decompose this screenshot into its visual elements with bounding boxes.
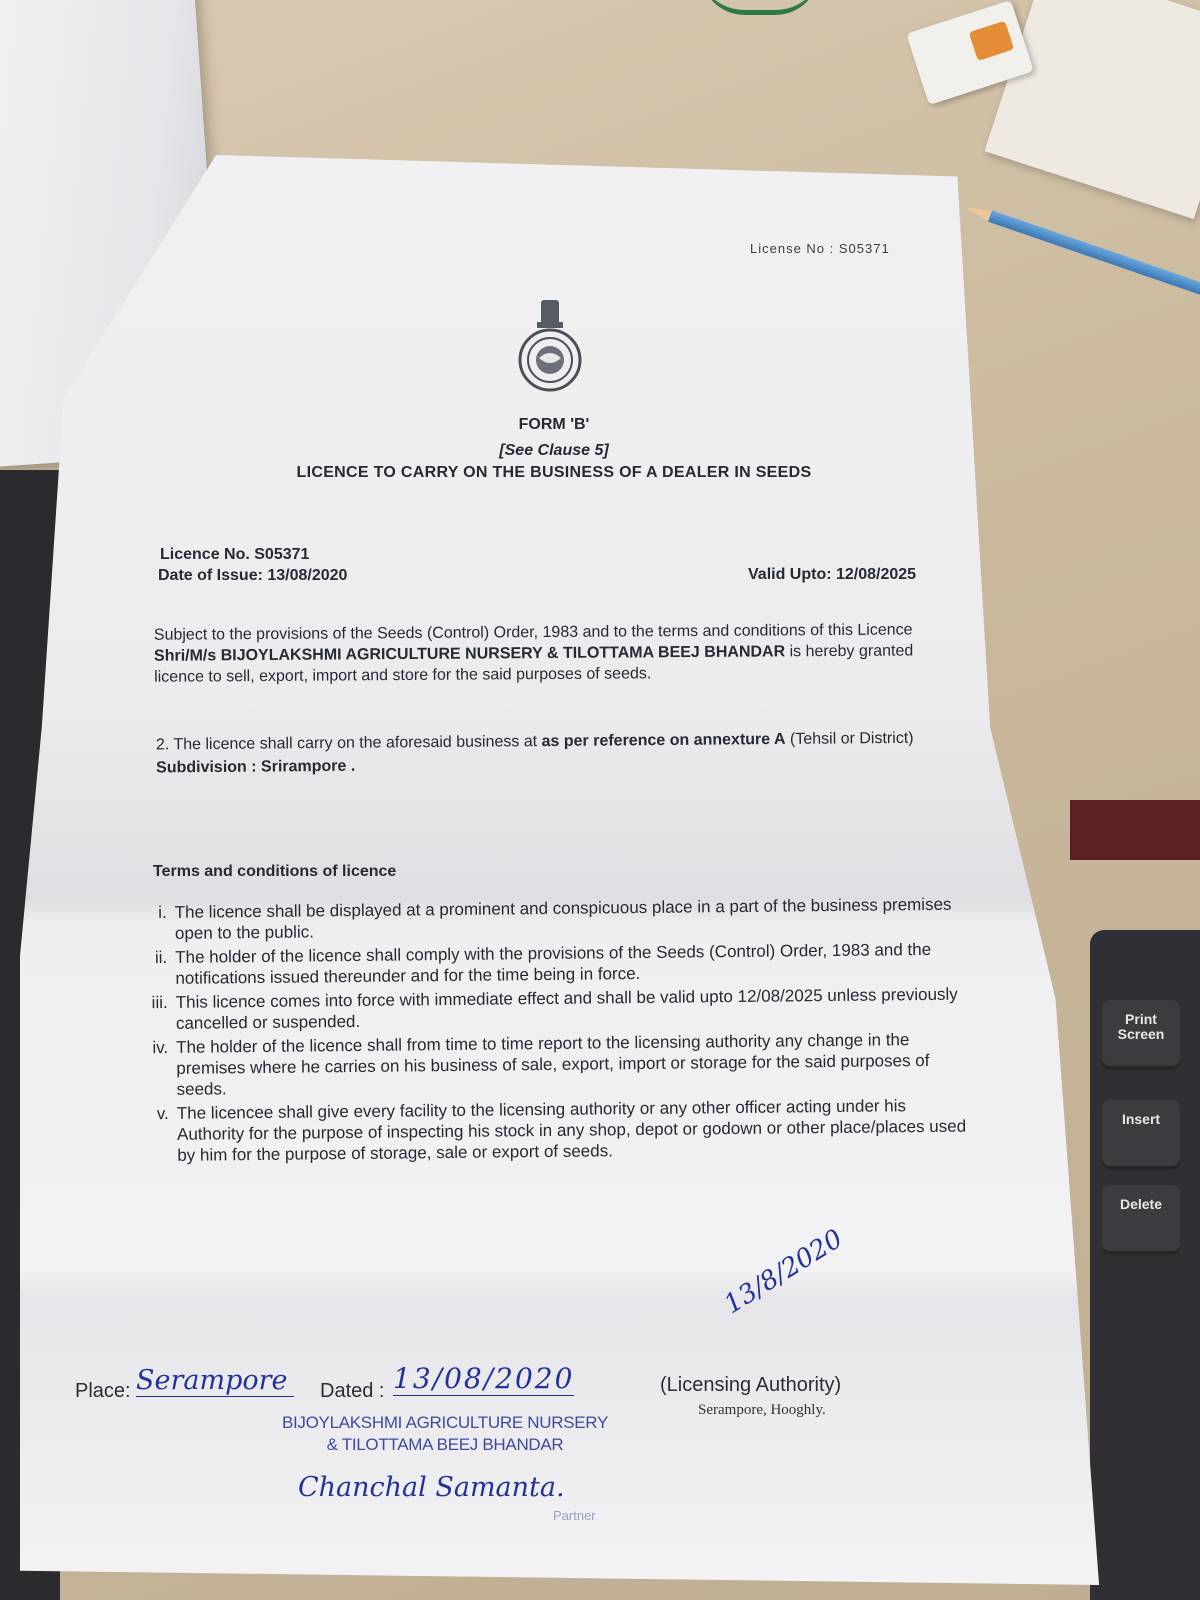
term-text: The holder of the licence shall from time to time report to the licensing authority any change in the premises where he carries on his business of sale, export, import or storage for the said purposes of seeds. bbox=[176, 1030, 930, 1099]
licensing-authority-label: (Licensing Authority) bbox=[660, 1374, 842, 1396]
terms-list bbox=[119, 894, 972, 1170]
licence-number: Licence No. S05371 bbox=[160, 546, 310, 563]
term-text: The licencee shall give every facility to the licensing authority or any other officer acting under his Authority for the purpose of inspecting his stock in any shop, depot or godown or other place/places used by him for the purpose of storage, sale or export of seeds. bbox=[176, 1096, 967, 1165]
term-item bbox=[120, 1029, 971, 1101]
licence-grant-paragraph bbox=[154, 619, 944, 688]
licence-heading: LICENCE TO CARRY ON THE BUSINESS OF A DEALER IN SEEDS bbox=[296, 464, 812, 481]
para1-text-end: is hereby granted licence to sell, export, import and store for the said purposes of seeds. bbox=[154, 642, 914, 686]
term-item bbox=[121, 1095, 972, 1167]
key-delete[interactable]: Delete bbox=[1102, 1185, 1180, 1255]
partner-label: Partner bbox=[553, 1508, 596, 1523]
date-of-issue: Date of Issue: 13/08/2020 bbox=[158, 567, 348, 584]
partner-signature: Chanchal Samanta. bbox=[298, 1472, 565, 1503]
place-label: Place: bbox=[75, 1380, 131, 1402]
authority-signature: 13/8/2020 bbox=[719, 1223, 849, 1320]
term-text: The holder of the licence shall comply with the provisions of the Seeds (Control) Order, 1983 and the notifications issued thereunder and for the time being in force. bbox=[175, 939, 932, 988]
term-number: ii. bbox=[154, 947, 168, 968]
stamp-line-2: & TILOTTAMA BEEJ BHANDAR bbox=[326, 1435, 564, 1454]
business-location-paragraph bbox=[156, 727, 946, 780]
reference-text: as per reference on annexture A bbox=[541, 730, 786, 751]
key-print-screen[interactable]: Print Screen bbox=[1102, 1000, 1180, 1070]
place-handwritten: Serampore bbox=[136, 1365, 294, 1397]
dated-handwritten: 13/08/2020 bbox=[393, 1362, 575, 1395]
term-item bbox=[119, 939, 969, 990]
para2-text-start: 2. The licence shall carry on the aforesaid business at bbox=[155, 733, 542, 754]
term-number: iv. bbox=[152, 1037, 169, 1058]
term-text: This licence comes into force with immediate effect and shall be valid upto 12/08/2025 unless previously cancelled or suspended. bbox=[175, 984, 958, 1033]
para1-text-start: Subject to the provisions of the Seeds (Control) Order, 1983 and to the terms and conditions of this Licence bbox=[153, 621, 913, 644]
para2-text-mid: (Tehsil or District) bbox=[785, 729, 914, 748]
term-item bbox=[120, 984, 970, 1035]
dated-label: Dated : bbox=[320, 1380, 385, 1402]
terms-heading: Terms and conditions of licence bbox=[153, 863, 397, 880]
stamp-line-1: BIJOYLAKSHMI AGRICULTURE NURSERY bbox=[281, 1413, 609, 1432]
firm-stamp bbox=[275, 1412, 615, 1456]
subdivision: Subdivision : Srirampore . bbox=[156, 757, 356, 777]
license-number-top: License No : S05371 bbox=[750, 241, 890, 256]
state-emblem-icon bbox=[503, 298, 598, 393]
authority-place-stamp: Serampore, Hooghly. bbox=[698, 1402, 826, 1418]
term-number: iii. bbox=[151, 992, 168, 1013]
term-number: v. bbox=[156, 1103, 169, 1124]
licensee-name: Shri/M/s BIJOYLAKSHMI AGRICULTURE NURSERY & TILOTTAMA BEEJ BHANDAR bbox=[153, 643, 786, 665]
term-text: The licence shall be displayed at a prominent and conspicuous place in a part of the business premises open to the public. bbox=[174, 894, 952, 943]
form-title: FORM 'B' bbox=[518, 416, 590, 433]
term-number: i. bbox=[158, 902, 167, 923]
clause-reference: [See Clause 5] bbox=[499, 442, 609, 459]
term-item bbox=[119, 894, 969, 945]
key-insert[interactable]: Insert bbox=[1102, 1100, 1180, 1170]
valid-upto: Valid Upto: 12/08/2025 bbox=[748, 566, 917, 583]
